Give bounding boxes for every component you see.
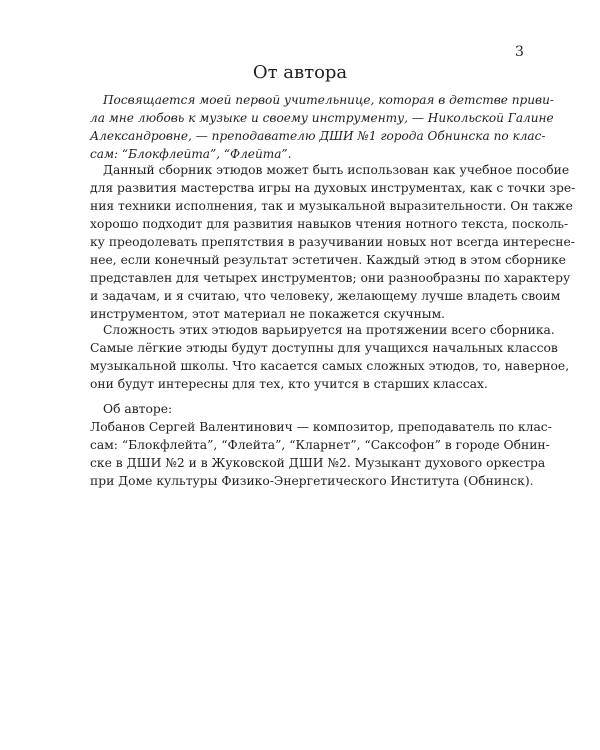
paragraph-line: ния техники исполнения, так и музыкальной выразительности. Он также: [90, 199, 573, 213]
paragraph-line: Данный сборник этюдов может быть использован как учебное пособие: [103, 163, 570, 177]
paragraph-line: хорошо подходит для развития навыков чтения нотного текста, посколь-: [90, 217, 569, 231]
about-line: при Доме культуры Физико-Энергетического Института (Обнинск).: [90, 474, 534, 488]
paragraph-line: и задачам, и я считаю, что человеку, желающему лучше владеть своим: [90, 289, 561, 303]
about-line: Лобанов Сергей Валентинович — композитор, преподаватель по клас-: [90, 420, 552, 434]
paragraph-line: Самые лёгкие этюды будут доступны для учащихся начальных классов: [90, 341, 558, 355]
paragraph-line: ку преодолевать препятствия в разучивании новых нот всегда интересне-: [90, 235, 575, 249]
paragraph-line: нее, если конечный результат эстетичен. Каждый этюд в этом сборнике: [90, 253, 566, 267]
about-author: [90, 400, 552, 490]
paragraph-line: музыкальной школы. Что касается самых сложных этюдов, то, наверное,: [90, 359, 570, 373]
dedication-line: Посвящается моей первой учительнице, которая в детстве приви-: [103, 93, 554, 107]
paragraph-line: для развития мастерства игры на духовых инструментах, как с точки зре-: [90, 181, 576, 195]
about-heading: Об авторе:: [103, 402, 173, 416]
dedication-line: сам: “Блокфлейта”, “Флейта”.: [90, 147, 292, 161]
page-number: 3: [515, 44, 524, 60]
paragraph-line: инструментом, этот материал не покажется скучным.: [90, 307, 446, 321]
paragraph-line: представлен для четырех инструментов; они разнообразны по характеру: [90, 271, 571, 285]
about-line: ске в ДШИ №2 и в Жуковской ДШИ №2. Музыкант духового оркестра: [90, 456, 546, 470]
paragraph-line: Сложность этих этюдов варьируется на протяжении всего сборника.: [103, 323, 555, 337]
paragraph-line: они будут интересны для тех, кто учится в старших классах.: [90, 377, 488, 391]
paragraph-purpose: [90, 161, 576, 323]
paragraph-difficulty: [90, 321, 570, 393]
dedication: [90, 91, 554, 163]
about-line: сам: “Блокфлейта”, “Флейта”, “Кларнет”, “Саксофон” в городе Обнин-: [90, 438, 550, 452]
page-title: От автора: [252, 62, 348, 83]
dedication-line: Александровне, — преподавателю ДШИ №1 города Обнинска по клас-: [90, 129, 546, 143]
dedication-line: ла мне любовь к музыке и своему инструменту, — Никольской Галине: [90, 111, 554, 125]
